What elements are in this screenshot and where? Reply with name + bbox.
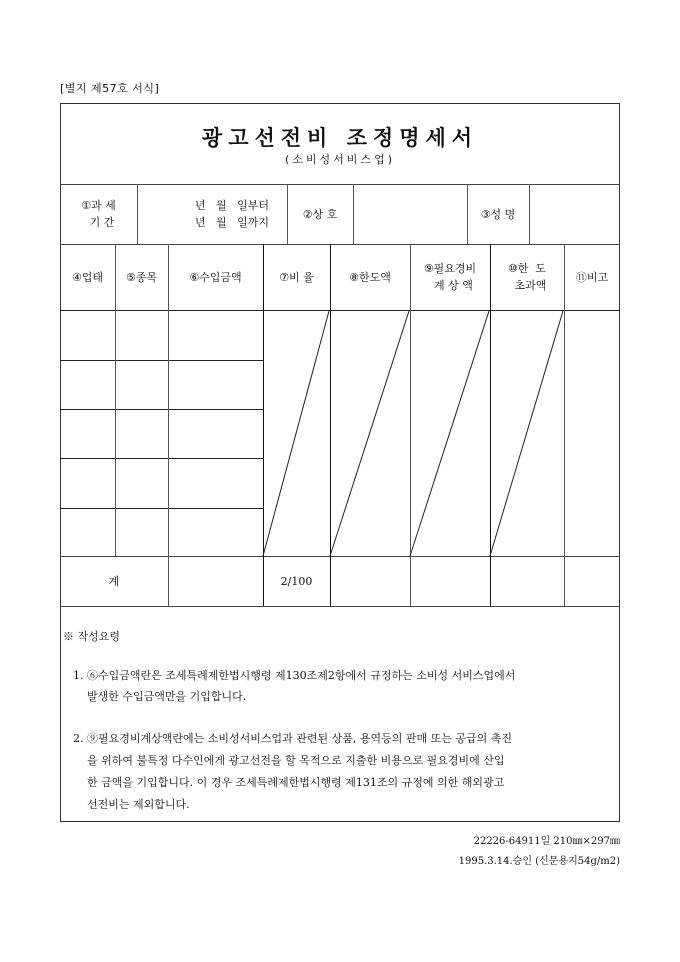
header-ratio: ⑦비 율 <box>279 270 314 284</box>
note-line: 2. ⑨필요경비계상액란에는 소비성서비스업과 관련된 상품, 용역등의 판매 또는 공급의 촉진 <box>73 732 512 745</box>
business-type-cell[interactable] <box>60 508 115 556</box>
business-type-cell[interactable] <box>60 360 115 409</box>
person-name-label: ③성 명 <box>480 207 516 221</box>
period-to-text: 년 월 일까지 <box>194 216 270 229</box>
total-ratio-cell: 2/100 <box>280 574 313 588</box>
notes-heading: ※ 작성요령 <box>63 630 121 643</box>
footer-approval: 1995.3.14.승인 (신문용지54g/m2) <box>458 856 620 867</box>
business-type-cell[interactable] <box>60 409 115 458</box>
note-line: 발생한 수입금액만을 기입합니다. <box>73 690 247 703</box>
form-title: 광고선전비 조정명세서 <box>201 125 479 150</box>
business-item-cell[interactable] <box>115 310 168 360</box>
business-type-cell[interactable] <box>60 310 115 360</box>
income-amount-cell[interactable] <box>168 458 263 508</box>
tax-period-field[interactable] <box>137 184 287 244</box>
tax-period-label: ①과 세 기 간 <box>81 199 116 229</box>
note-line: 선전비는 제외합니다. <box>73 798 190 811</box>
total-excess-cell[interactable] <box>490 556 564 606</box>
income-amount-cell[interactable] <box>168 360 263 409</box>
form-subtitle: (소비성서비스업) <box>285 153 395 166</box>
total-expense-cell[interactable] <box>410 556 490 606</box>
person-name-field[interactable] <box>529 184 620 244</box>
note-line: 을 위하여 불특정 다수인에게 광고선전을 할 목적으로 지출한 비용으로 필요경비에 산입 <box>73 754 505 767</box>
company-name-label: ②상 호 <box>302 207 338 221</box>
business-item-cell[interactable] <box>115 458 168 508</box>
header-expense-amount: ⑨필요경비 계 상 액 <box>423 262 477 292</box>
total-label: 계 <box>108 574 120 588</box>
business-item-cell[interactable] <box>115 409 168 458</box>
period-from-text: 년 월 일부터 <box>194 199 270 212</box>
company-name-field[interactable] <box>353 184 467 244</box>
header-business-type: ④업태 <box>71 270 104 284</box>
header-business-item: ⑤종목 <box>125 270 158 284</box>
form-number-label: [별지 제57호 서식] <box>60 82 160 95</box>
note-line: 한 금액을 기입합니다. 이 경우 조세특례제한법시행령 제131조의 규정에 의한 해외광고 <box>73 776 505 789</box>
income-amount-cell[interactable] <box>168 508 263 556</box>
divider <box>60 606 620 607</box>
total-limit-cell[interactable] <box>330 556 410 606</box>
business-item-cell[interactable] <box>115 360 168 409</box>
footer-form-code: 22226-64911일 210㎜×297㎜ <box>473 836 620 847</box>
header-limit-excess: ⑩한 도 초과액 <box>507 262 547 292</box>
note-line: 1. ⑥수입금액란은 조세특례제한법시행령 제130조제2항에서 규정하는 소비성 서비스업에서 <box>73 669 516 682</box>
total-remark-cell[interactable] <box>564 556 620 606</box>
header-limit-amount: ⑧한도액 <box>349 270 391 284</box>
income-amount-cell[interactable] <box>168 310 263 360</box>
total-income-cell[interactable] <box>168 556 263 606</box>
income-amount-cell[interactable] <box>168 409 263 458</box>
business-item-cell[interactable] <box>115 508 168 556</box>
business-type-cell[interactable] <box>60 458 115 508</box>
header-income-amount: ⑥수입금액 <box>189 270 242 284</box>
header-remarks: ⑪비고 <box>575 270 609 284</box>
